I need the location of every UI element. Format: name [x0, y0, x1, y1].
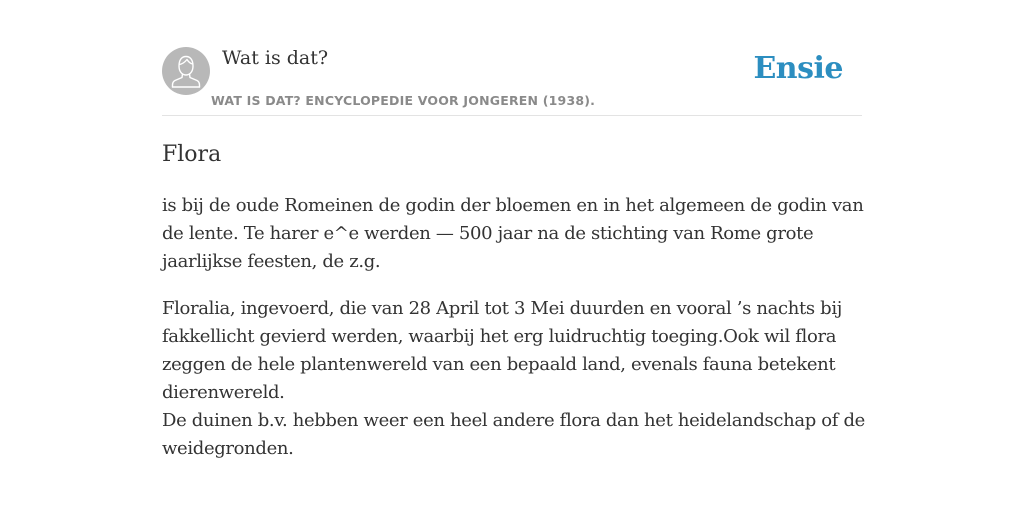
- text-line: Floralia, ingevoerd, die van 28 April tot 3 Mei duurden en vooral ’s nachts bij: [162, 298, 842, 319]
- source-header: [162, 0, 862, 116]
- text-line: dierenwereld.: [162, 382, 285, 403]
- text-line: weidegronden.: [162, 438, 294, 459]
- text-line: fakkellicht gevierd werden, waarbij het erg luidruchtig toeging.Ook wil flora: [162, 326, 837, 347]
- text-line: jaarlijkse feesten, de z.g.: [162, 251, 381, 272]
- text-line: is bij de oude Romeinen de godin der bloemen en in het algemeen de godin van: [162, 195, 864, 216]
- brand-logo[interactable]: Ensie: [753, 51, 843, 86]
- entry-paragraph-1: [162, 192, 862, 276]
- avatar[interactable]: [162, 47, 210, 95]
- user-silhouette-icon: [162, 47, 210, 95]
- text-line: De duinen b.v. hebben weer een heel andere flora dan het heidelandschap of de: [162, 410, 865, 431]
- entry-title: Flora: [162, 142, 222, 167]
- page: [162, 0, 865, 459]
- entry-paragraph-2: [162, 295, 865, 463]
- source-subtitle[interactable]: WAT IS DAT? ENCYCLOPEDIE VOOR JONGEREN (1938).: [211, 93, 596, 108]
- source-title[interactable]: Wat is dat?: [222, 47, 329, 69]
- text-line: zeggen de hele plantenwereld van een bepaald land, evenals fauna betekent: [162, 354, 836, 375]
- text-line: de lente. Te harer e^e werden — 500 jaar na de stichting van Rome grote: [162, 223, 814, 244]
